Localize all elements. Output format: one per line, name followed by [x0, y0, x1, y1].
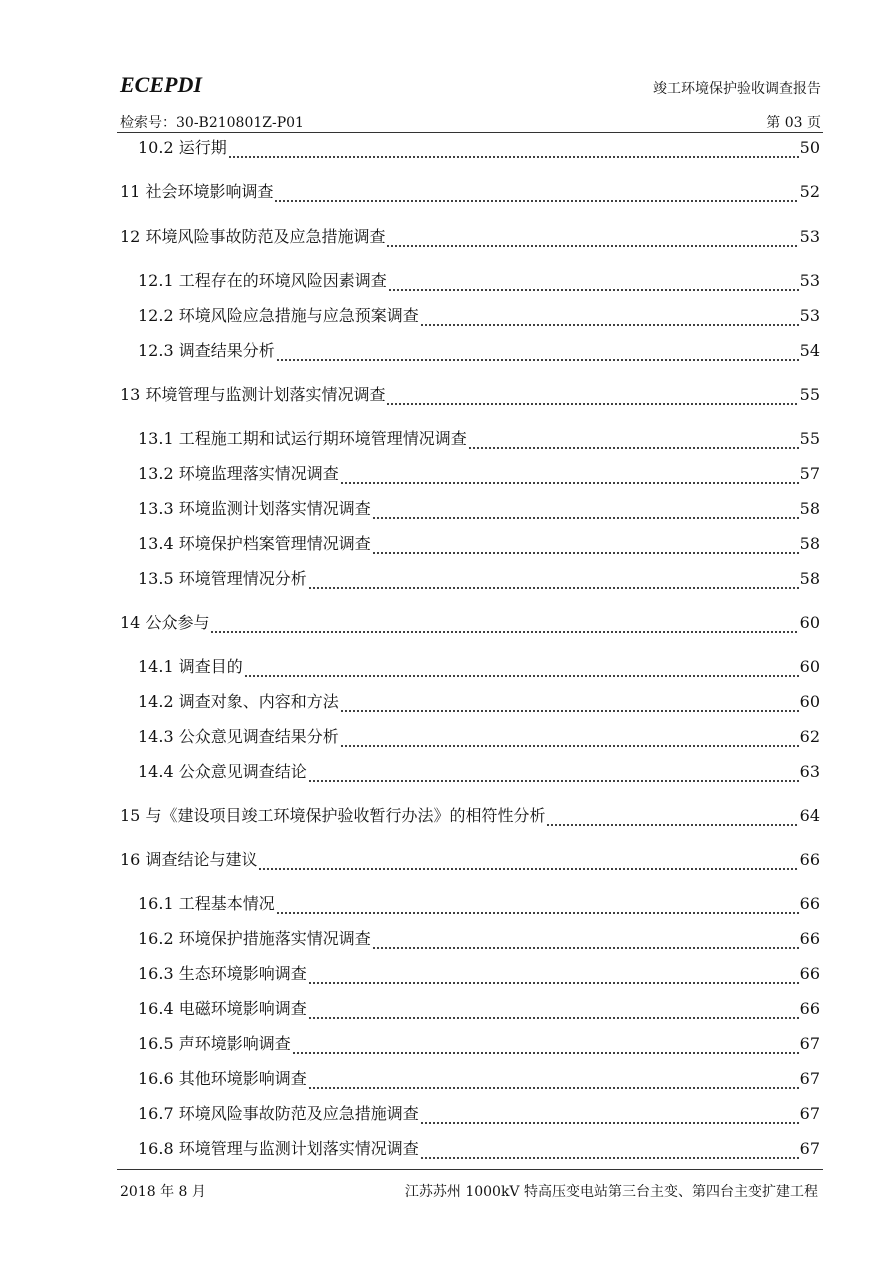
dot-leader	[372, 506, 799, 520]
toc-entry-label: 16.3 生态环境影响调查	[138, 964, 307, 983]
toc-entry-page: 57	[799, 464, 820, 483]
toc-entry[interactable]	[120, 181, 820, 203]
toc-entry-label: 14.1 调查目的	[138, 657, 243, 676]
toc-entry-page: 67	[799, 1034, 820, 1053]
toc-entry-label: 12.2 环境风险应急措施与应急预案调查	[138, 306, 419, 325]
dot-leader	[308, 576, 799, 590]
toc-entry-label: 11 社会环境影响调查	[120, 182, 274, 201]
toc-entry[interactable]	[138, 1103, 820, 1125]
toc-entry[interactable]	[138, 1033, 820, 1055]
dot-leader	[308, 769, 799, 783]
document-title: 竣工环境保护验收调查报告	[653, 81, 821, 97]
toc-entry[interactable]	[138, 963, 820, 985]
toc-entry-page: 58	[799, 499, 820, 518]
toc-entry[interactable]	[138, 568, 820, 590]
toc-entry-page: 58	[799, 534, 820, 553]
toc-entry-label: 16.7 环境风险事故防范及应急措施调查	[138, 1104, 419, 1123]
toc-entry[interactable]	[138, 463, 820, 485]
toc-entry[interactable]	[138, 726, 820, 748]
toc-entry-page: 66	[799, 929, 820, 948]
toc-entry[interactable]	[138, 1138, 820, 1160]
toc-entry-label: 16.6 其他环境影响调查	[138, 1069, 307, 1088]
toc-entry-label: 14.2 调查对象、内容和方法	[138, 692, 339, 711]
dot-leader	[340, 734, 799, 748]
dot-leader	[308, 1076, 799, 1090]
toc-entry-label: 12 环境风险事故防范及应急措施调查	[120, 227, 386, 246]
dot-leader	[386, 234, 798, 248]
dot-leader	[386, 392, 798, 406]
toc-entry-page: 67	[799, 1069, 820, 1088]
footer-date: 2018 年 8 月	[120, 1184, 206, 1200]
toc-entry[interactable]	[138, 1068, 820, 1090]
toc-entry-label: 16.2 环境保护措施落实情况调查	[138, 929, 371, 948]
toc-entry-page: 50	[799, 138, 820, 157]
dot-leader	[372, 936, 799, 950]
toc-entry-label: 12.1 工程存在的环境风险因素调查	[138, 271, 387, 290]
dot-leader	[276, 348, 799, 362]
toc-entry-label: 14.4 公众意见调查结论	[138, 762, 307, 781]
dot-leader	[274, 189, 798, 203]
toc-entry[interactable]	[138, 498, 820, 520]
toc-entry-page: 52	[799, 182, 820, 201]
toc-entry[interactable]	[138, 305, 820, 327]
toc-entry-page: 66	[799, 850, 820, 869]
toc-entry-label: 13.1 工程施工期和试运行期环境管理情况调查	[138, 429, 467, 448]
toc-entry-label: 14.3 公众意见调查结果分析	[138, 727, 339, 746]
toc-entry-page: 66	[799, 894, 820, 913]
toc-entry-label: 16.4 电磁环境影响调查	[138, 999, 307, 1018]
toc-entry-label: 13.3 环境监测计划落实情况调查	[138, 499, 371, 518]
toc-entry[interactable]	[138, 761, 820, 783]
toc-entry[interactable]	[138, 998, 820, 1020]
toc-entry-page: 60	[799, 613, 820, 632]
toc-entry[interactable]	[138, 533, 820, 555]
toc-entry[interactable]	[138, 270, 820, 292]
toc-entry[interactable]	[120, 384, 820, 406]
toc-entry[interactable]	[138, 893, 820, 915]
toc-entry-page: 60	[799, 692, 820, 711]
toc-entry-label: 14 公众参与	[120, 613, 210, 632]
toc-entry-label: 13.5 环境管理情况分析	[138, 569, 307, 588]
toc-entry-page: 53	[799, 306, 820, 325]
toc-entry-page: 62	[799, 727, 820, 746]
header-rule	[117, 132, 823, 133]
reference-number: 检索号：30-B210801Z-P01	[120, 115, 304, 131]
toc-entry-page: 55	[799, 429, 820, 448]
toc-entry-page: 67	[799, 1104, 820, 1123]
dot-leader	[420, 1146, 799, 1160]
toc-entry-label: 16.5 声环境影响调查	[138, 1034, 291, 1053]
dot-leader	[228, 145, 799, 159]
toc-entry-page: 67	[799, 1139, 820, 1158]
toc-entry[interactable]	[138, 340, 820, 362]
toc-entry-page: 53	[799, 271, 820, 290]
toc-entry-label: 13 环境管理与监测计划落实情况调查	[120, 385, 386, 404]
dot-leader	[468, 436, 799, 450]
footer-project: 江苏苏州 1000kV 特高压变电站第三台主变、第四台主变扩建工程	[404, 1184, 818, 1200]
toc-entry-page: 66	[799, 999, 820, 1018]
toc-entry[interactable]	[138, 428, 820, 450]
footer-rule	[117, 1169, 823, 1170]
toc-entry-page: 63	[799, 762, 820, 781]
toc-entry[interactable]	[138, 137, 820, 159]
dot-leader	[276, 901, 799, 915]
dot-leader	[210, 620, 798, 634]
dot-leader	[308, 1006, 799, 1020]
toc-entry[interactable]	[120, 805, 820, 827]
dot-leader	[420, 1111, 799, 1125]
toc-entry-label: 16.1 工程基本情况	[138, 894, 275, 913]
dot-leader	[340, 471, 799, 485]
toc-entry-label: 12.3 调查结果分析	[138, 341, 275, 360]
toc-entry-label: 16 调查结论与建议	[120, 850, 258, 869]
dot-leader	[308, 971, 799, 985]
dot-leader	[244, 664, 799, 678]
toc-entry-label: 15 与《建设项目竣工环境保护验收暂行办法》的相符性分析	[120, 806, 546, 825]
dot-leader	[372, 541, 799, 555]
toc-entry-page: 60	[799, 657, 820, 676]
page-number: 第 03 页	[766, 115, 821, 131]
toc-entry-label: 13.2 环境监理落实情况调查	[138, 464, 339, 483]
dot-leader	[420, 313, 799, 327]
dot-leader	[292, 1041, 799, 1055]
toc-entry[interactable]	[138, 691, 820, 713]
toc-entry-label: 16.8 环境管理与监测计划落实情况调查	[138, 1139, 419, 1158]
toc-entry-label: 13.4 环境保护档案管理情况调查	[138, 534, 371, 553]
dot-leader	[258, 857, 798, 871]
toc-entry[interactable]	[138, 928, 820, 950]
toc-entry[interactable]	[120, 849, 820, 871]
company-logo: ECEPDI	[120, 72, 202, 97]
toc-entry[interactable]	[120, 612, 820, 634]
toc-entry-page: 64	[799, 806, 820, 825]
dot-leader	[546, 813, 798, 827]
dot-leader	[340, 699, 799, 713]
dot-leader	[388, 278, 799, 292]
toc-entry-label: 10.2 运行期	[138, 138, 227, 157]
toc-entry[interactable]	[120, 226, 820, 248]
toc-entry-page: 58	[799, 569, 820, 588]
toc-entry-page: 66	[799, 964, 820, 983]
toc-entry[interactable]	[138, 656, 820, 678]
toc-entry-page: 53	[799, 227, 820, 246]
toc-entry-page: 55	[799, 385, 820, 404]
toc-entry-page: 54	[799, 341, 820, 360]
